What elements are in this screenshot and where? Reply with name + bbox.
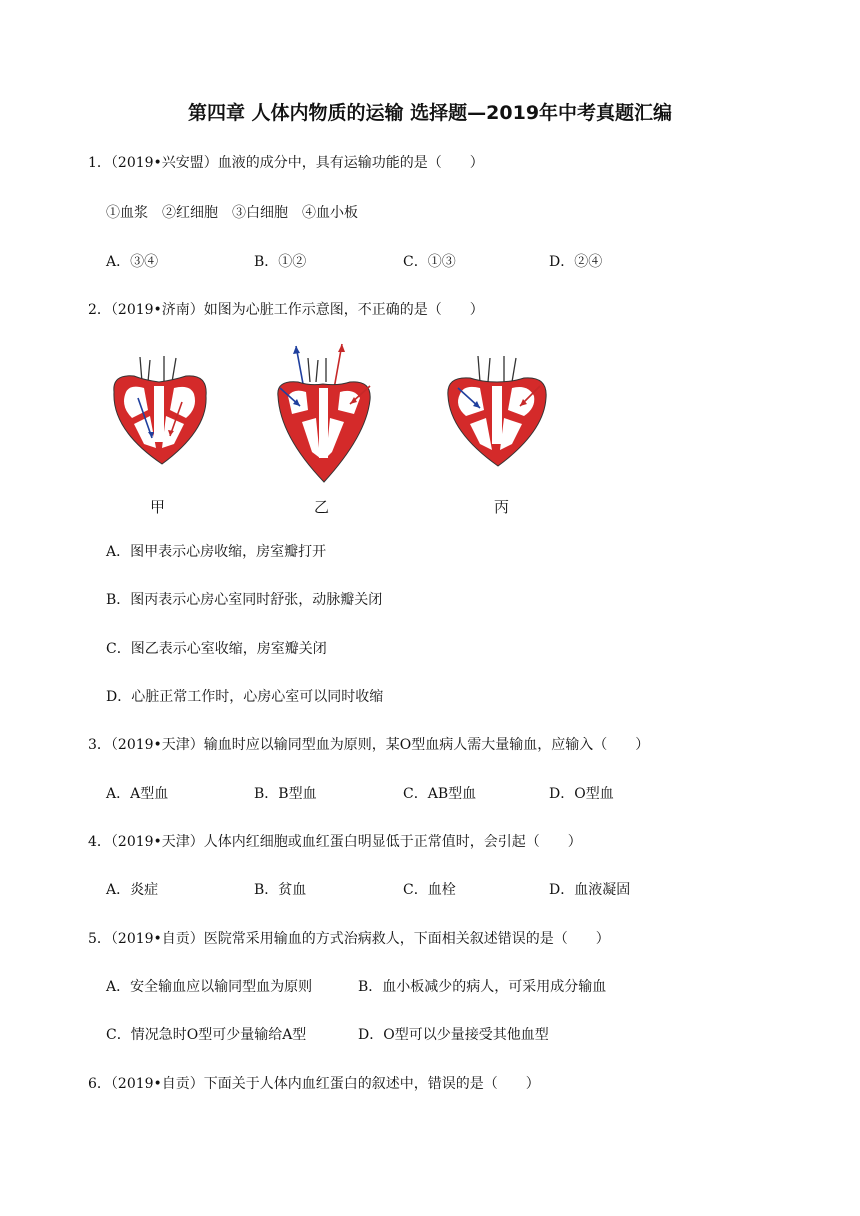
question-1-option-b: B．①② [254,254,307,270]
question-1-option-a: A．③④ [106,254,159,270]
question-3-option-a: A．A型血 [106,786,169,802]
question-4-stem: 4．（2019•天津）人体内红细胞或血红蛋白明显低于正常值时，会引起（ ） [88,834,582,850]
question-2-option-d: D．心脏正常工作时，心房心室可以同时收缩 [106,689,384,705]
figure-label-jia: 甲 [150,498,166,516]
question-1-items: ①血浆 ②红细胞 ③白细胞 ④血小板 [106,205,358,221]
question-5-option-d: D．O型可以少量接受其他血型 [358,1027,549,1043]
question-4-option-c: C．血栓 [403,882,456,898]
heart-diagram-bing [440,352,555,472]
question-1-stem: 1．（2019•兴安盟）血液的成分中，具有运输功能的是（ ） [88,155,484,171]
question-5-option-b: B．血小板减少的病人，可采用成分输血 [358,979,607,995]
question-5-stem: 5．（2019•自贡）医院常采用输血的方式治病救人，下面相关叙述错误的是（ ） [88,931,610,947]
question-4-option-b: B．贫血 [254,882,307,898]
heart-diagram-jia [104,352,214,472]
question-3-option-c: C．AB型血 [403,786,477,802]
question-4-option-d: D．血液凝固 [549,882,631,898]
question-4-option-a: A．炎症 [106,882,159,898]
heart-diagram-yi [266,340,381,490]
figure-label-bing: 丙 [494,498,510,516]
question-2-option-b: B．图丙表示心房心室同时舒张，动脉瓣关闭 [106,592,383,608]
question-3-option-d: D．O型血 [549,786,614,802]
question-3-option-b: B．B型血 [254,786,317,802]
page-title: 第四章 人体内物质的运输 选择题—2019年中考真题汇编 [187,102,673,124]
question-2-option-a: A．图甲表示心房收缩，房室瓣打开 [106,544,327,560]
question-2-stem: 2．（2019•济南）如图为心脏工作示意图，不正确的是（ ） [88,302,484,318]
question-5-option-c: C．情况急时O型可少量输给A型 [106,1027,307,1043]
question-1-option-c: C．①③ [403,254,456,270]
question-3-stem: 3．（2019•天津）输血时应以输同型血为原则，某O型血病人需大量输血，应输入（ ） [88,737,650,753]
question-6-stem: 6．（2019•自贡）下面关于人体内血红蛋白的叙述中，错误的是（ ） [88,1076,540,1092]
question-2-option-c: C．图乙表示心室收缩，房室瓣关闭 [106,641,327,657]
question-1-option-d: D．②④ [549,254,603,270]
question-5-option-a: A．安全输血应以输同型血为原则 [106,979,313,995]
figure-label-yi: 乙 [314,498,330,516]
